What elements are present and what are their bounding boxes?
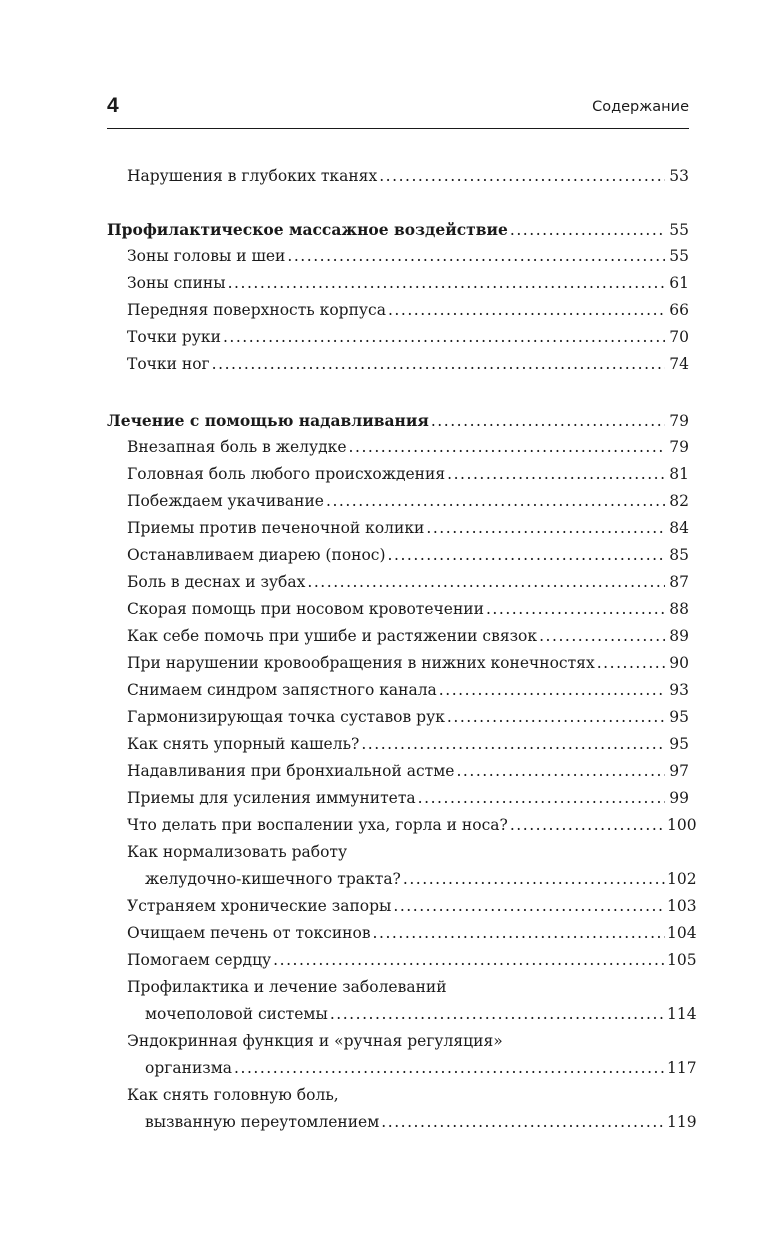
toc-entry-title-line1: Как нормализовать работу — [127, 843, 348, 861]
toc-entry-two-line — [107, 1028, 697, 1082]
toc-entry-page: 61 — [669, 274, 689, 292]
toc-entry-page: 103 — [667, 897, 697, 915]
dot-leader — [287, 243, 665, 270]
dot-leader — [447, 704, 665, 731]
toc-entry-title: Нарушения в глубоких тканях — [127, 167, 378, 185]
toc-entry-title-line1: Профилактика и лечение заболеваний — [127, 978, 447, 996]
toc-entry — [107, 785, 689, 812]
toc-entry — [107, 596, 689, 623]
toc-entry-two-line — [107, 1082, 697, 1136]
dot-leader — [403, 866, 665, 893]
toc-section-title: Лечение с помощью надавливания — [107, 411, 429, 430]
toc-section-page: 79 — [669, 412, 689, 430]
dot-leader — [388, 542, 665, 569]
toc-entry — [107, 812, 697, 839]
dot-leader — [393, 893, 665, 920]
dot-leader — [307, 569, 665, 596]
toc-entry-page: 79 — [669, 438, 689, 456]
toc-entry-page: 85 — [669, 546, 689, 564]
toc-entry-page: 82 — [669, 492, 689, 510]
toc-section-title: Профилактическое массажное воздействие — [107, 220, 508, 239]
toc-section-page: 55 — [669, 221, 689, 239]
header-rule — [107, 128, 689, 129]
dot-leader — [486, 596, 665, 623]
toc-entry-page: 88 — [669, 600, 689, 618]
toc-entry-title: Зоны спины — [127, 274, 226, 292]
dot-leader — [388, 297, 665, 324]
toc-entry — [107, 650, 689, 677]
toc-section-heading — [107, 216, 689, 243]
dot-leader — [597, 650, 665, 677]
toc-entry-title: Передняя поверхность корпуса — [127, 301, 386, 319]
toc-entry-page: 97 — [669, 762, 689, 780]
dot-leader — [439, 677, 665, 704]
dot-leader — [349, 434, 665, 461]
dot-leader — [431, 408, 665, 435]
toc-entry — [107, 704, 689, 731]
toc-entry-title: Приемы для усиления иммунитета — [127, 789, 416, 807]
toc-entry-page: 84 — [669, 519, 689, 537]
toc-entry-title: Очищаем печень от токсинов — [127, 924, 371, 942]
toc-entry-page: 90 — [669, 654, 689, 672]
toc-entry — [107, 351, 689, 378]
toc-entry — [107, 461, 689, 488]
toc-entry-title: Снимаем синдром запястного канала — [127, 681, 437, 699]
dot-leader — [212, 351, 665, 378]
toc-entry — [107, 243, 689, 270]
toc-entry-title: Внезапная боль в желудке — [127, 438, 347, 456]
toc-entry-title: Точки руки — [127, 328, 221, 346]
table-of-contents — [107, 163, 697, 1136]
dot-leader — [228, 270, 665, 297]
dot-leader — [447, 461, 665, 488]
toc-entry-two-line — [107, 839, 697, 893]
toc-entry-page: 105 — [667, 951, 697, 969]
toc-entry-page: 114 — [667, 1005, 697, 1023]
dot-leader — [426, 515, 665, 542]
toc-entry — [107, 270, 689, 297]
toc-entry-title: Скорая помощь при носовом кровотечении — [127, 600, 484, 618]
toc-entry-title: Гармонизирующая точка суставов рук — [127, 708, 445, 726]
toc-entry-page: 119 — [667, 1113, 697, 1131]
toc-entry-title: Зоны головы и шеи — [127, 247, 286, 265]
dot-leader — [361, 731, 665, 758]
toc-entry-page: 95 — [669, 735, 689, 753]
toc-entry — [107, 163, 689, 190]
dot-leader — [456, 758, 665, 785]
toc-entry-page: 74 — [669, 355, 689, 373]
toc-entry-title: Побеждаем укачивание — [127, 492, 324, 510]
toc-entry — [107, 920, 697, 947]
toc-entry — [107, 324, 689, 351]
toc-entry — [107, 677, 689, 704]
toc-entry-page: 93 — [669, 681, 689, 699]
toc-entry-title: Головная боль любого происхождения — [127, 465, 446, 483]
toc-entry-page: 89 — [669, 627, 689, 645]
toc-entry-title: Приемы против печеночной колики — [127, 519, 425, 537]
toc-entry-title: Помогаем сердцу — [127, 951, 272, 969]
toc-entry-title-line2: вызванную переутомлением — [145, 1113, 380, 1131]
toc-entry-page: 99 — [669, 789, 689, 807]
running-title: Содержание — [592, 99, 689, 115]
toc-entry-title: Боль в деснах и зубах — [127, 573, 306, 591]
dot-leader — [510, 812, 665, 839]
toc-entry-title-line2: желудочно-кишечного тракта? — [145, 870, 401, 888]
toc-entry-title: Устраняем хронические запоры — [127, 897, 392, 915]
page-number: 4 — [107, 94, 119, 117]
toc-entry-page: 87 — [669, 573, 689, 591]
dot-leader — [510, 217, 665, 244]
toc-entry — [107, 893, 697, 920]
toc-entry-page: 70 — [669, 328, 689, 346]
toc-entry-title-line2: мочеполовой системы — [145, 1005, 328, 1023]
toc-entry-page: 53 — [669, 167, 689, 185]
toc-entry-title: Надавливания при бронхиальной астме — [127, 762, 455, 780]
dot-leader — [381, 1109, 665, 1136]
toc-entry-title: Как снять упорный кашель? — [127, 735, 360, 753]
dot-leader — [234, 1055, 665, 1082]
toc-entry-page: 81 — [669, 465, 689, 483]
toc-entry-page: 102 — [667, 870, 697, 888]
dot-leader — [326, 488, 665, 515]
toc-entry-page: 95 — [669, 708, 689, 726]
dot-leader — [418, 785, 665, 812]
toc-entry — [107, 947, 697, 974]
toc-entry — [107, 515, 689, 542]
toc-section-heading — [107, 407, 689, 434]
toc-entry-title-line1: Эндокринная функция и «ручная регуляция» — [127, 1032, 503, 1050]
toc-entry — [107, 758, 689, 785]
toc-entry — [107, 488, 689, 515]
toc-entry-title: Точки ног — [127, 355, 210, 373]
toc-entry-page: 66 — [669, 301, 689, 319]
toc-entry — [107, 623, 689, 650]
dot-leader — [539, 623, 665, 650]
toc-entry-page: 104 — [667, 924, 697, 942]
toc-entry-page: 55 — [669, 247, 689, 265]
toc-entry — [107, 569, 689, 596]
toc-entry-page: 117 — [667, 1059, 697, 1077]
dot-leader — [223, 324, 665, 351]
dot-leader — [379, 163, 665, 190]
toc-entry-title-line2: организма — [145, 1059, 233, 1077]
toc-entry-two-line — [107, 974, 697, 1028]
toc-entry-title: Что делать при воспалении уха, горла и носа? — [127, 816, 508, 834]
dot-leader — [330, 1001, 665, 1028]
toc-entry — [107, 434, 689, 461]
dot-leader — [373, 920, 665, 947]
toc-entry — [107, 297, 689, 324]
toc-entry — [107, 542, 689, 569]
page-header — [107, 92, 689, 128]
toc-entry-title: Останавливаем диарею (понос) — [127, 546, 386, 564]
toc-entry-page: 100 — [667, 816, 697, 834]
toc-entry-title: При нарушении кровообращения в нижних конечностях — [127, 654, 595, 672]
dot-leader — [273, 947, 665, 974]
toc-entry-title-line1: Как снять головную боль, — [127, 1086, 339, 1104]
toc-entry-title: Как себе помочь при ушибе и растяжении связок — [127, 627, 538, 645]
toc-entry — [107, 731, 689, 758]
